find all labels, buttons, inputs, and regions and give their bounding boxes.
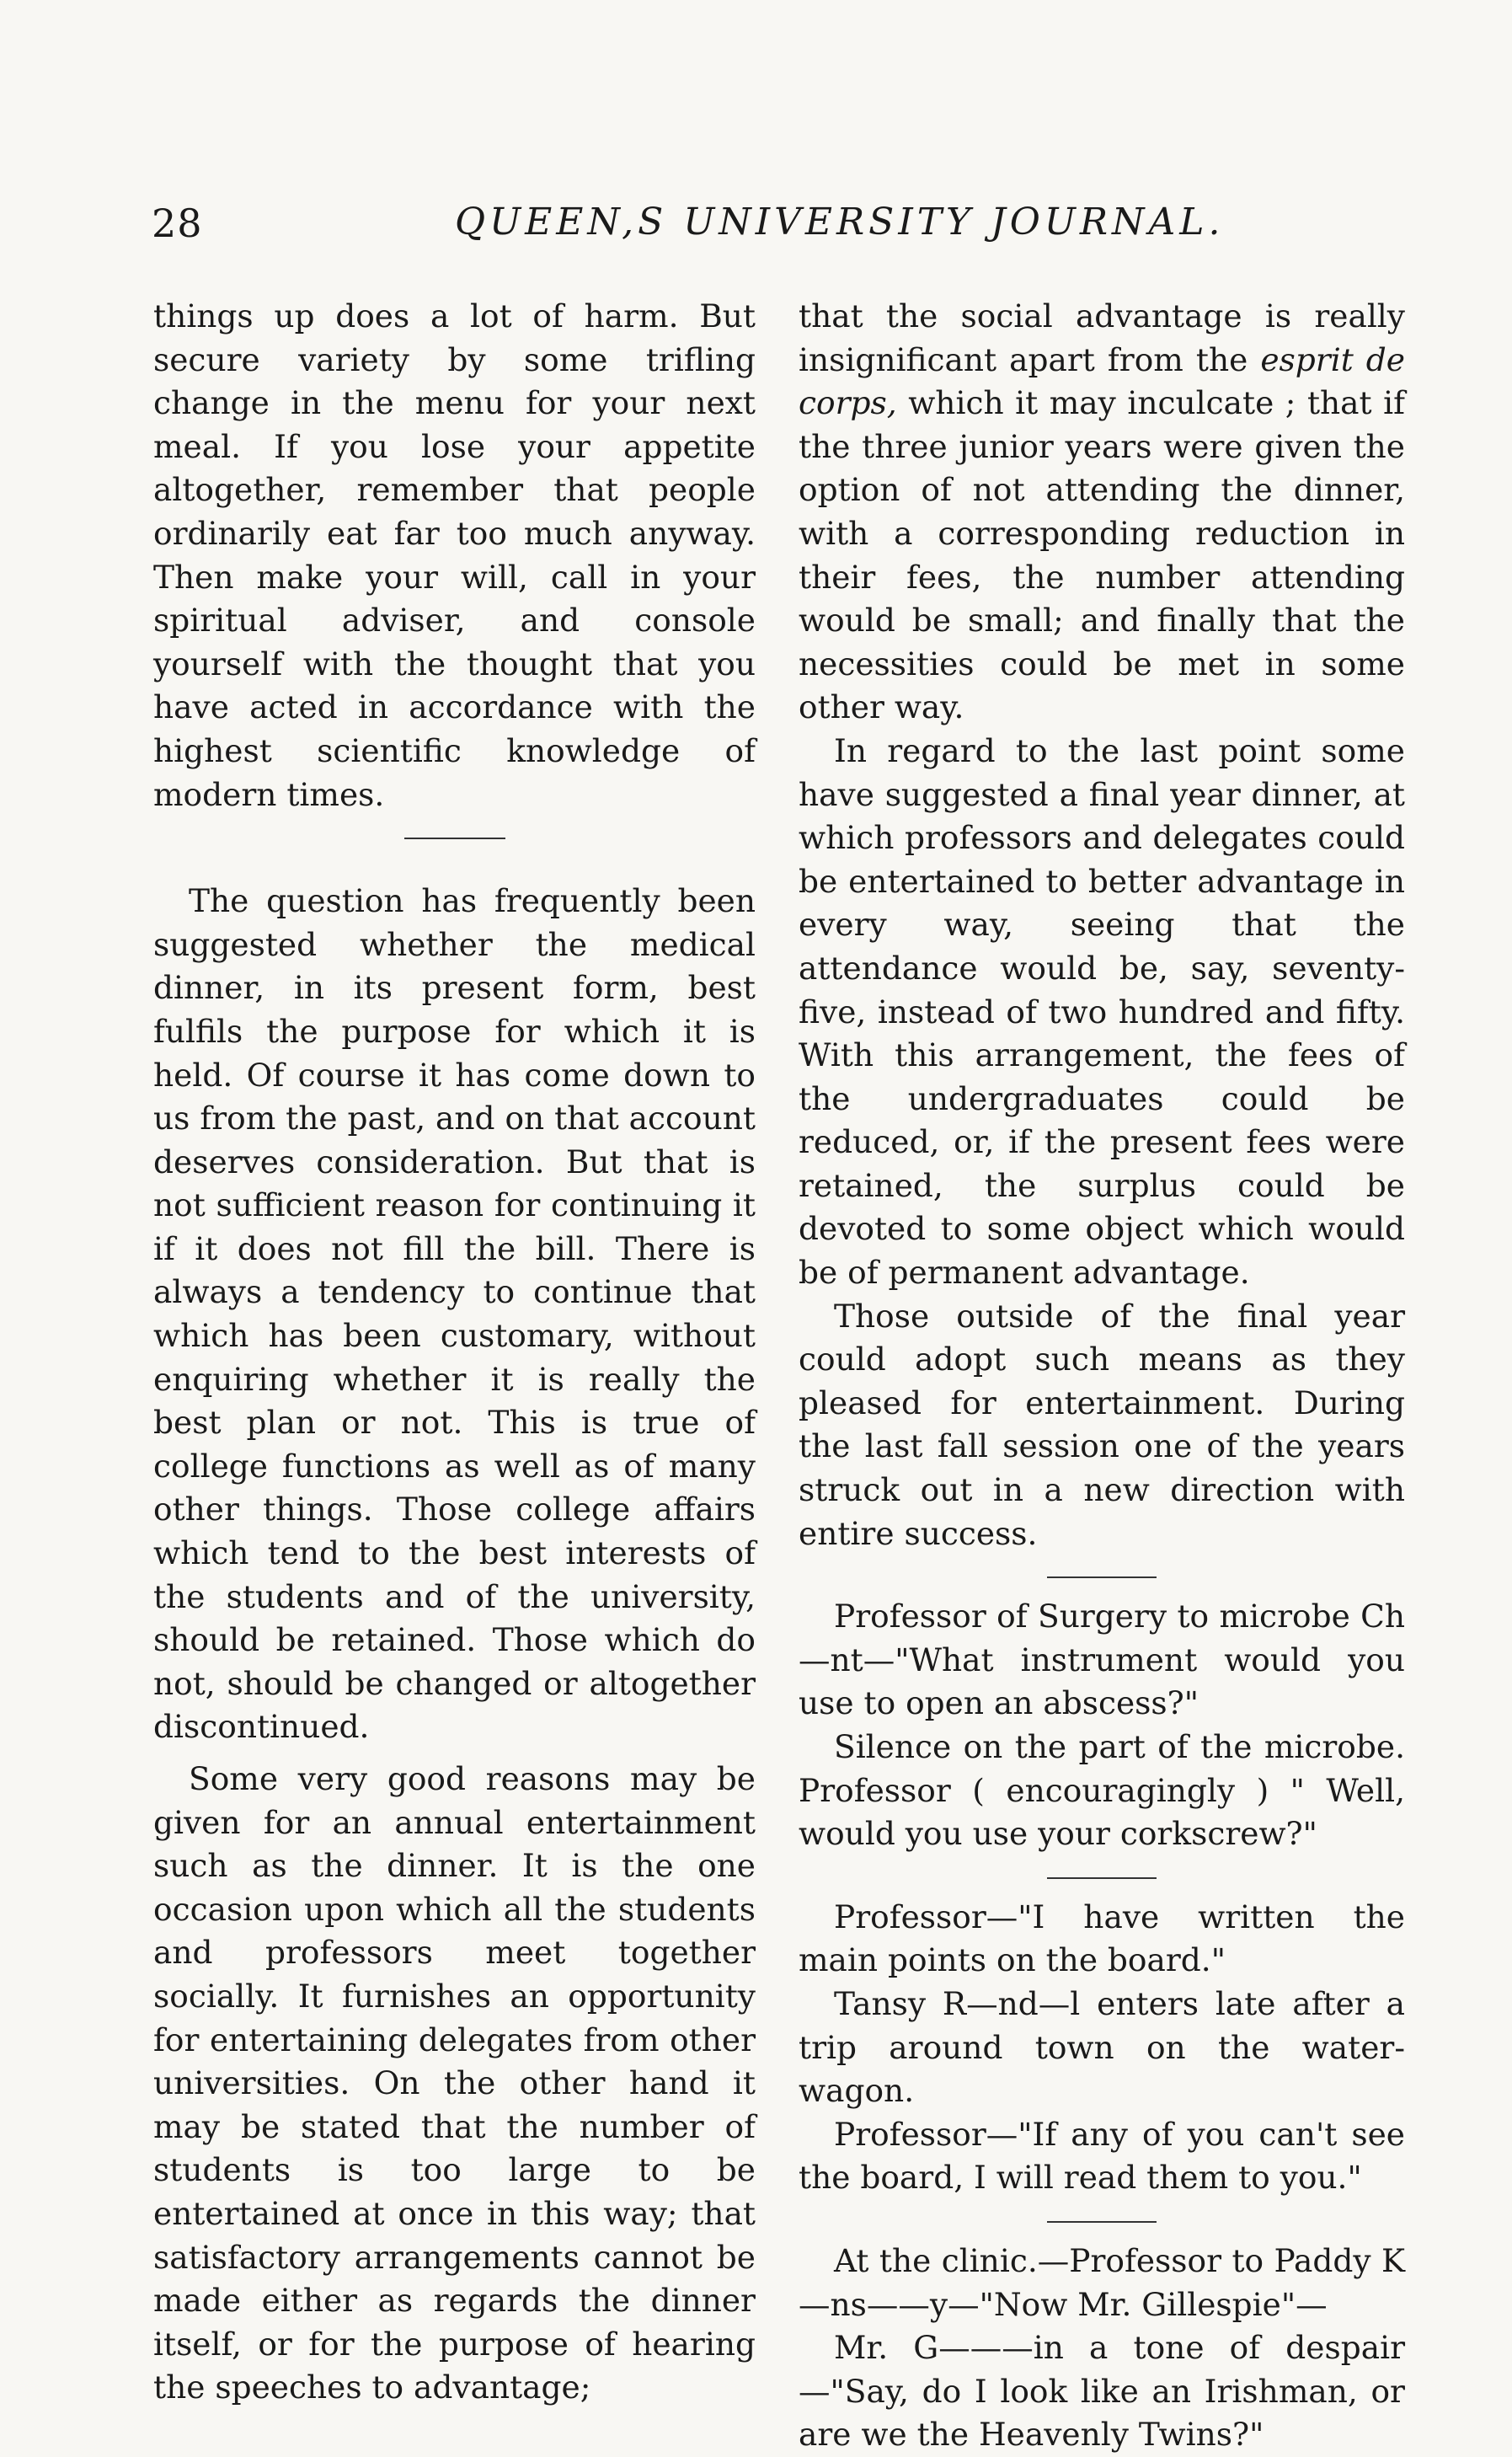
paragraph-left-3: Some very good reasons may be given for an annual entertainment such as the dinner. It is the one occasion upon which all the students and professors meet together socially. It furnishes an opportunity for entertaining delegates from other universities. On the other hand it may be stated that the number of students is too large to be entertained at once in this way; that satisfactory arrangements cannot be made either as regards the dinner itself, or for the purpose of hearing the speeches to advantage; <box>153 1760 756 2406</box>
italic-phrase: esprit de corps, <box>799 340 1405 422</box>
paragraph-right-1 <box>799 295 1405 730</box>
paragraph-left-2: The question has frequently been suggested whether the medical dinner, in its present form, best fulfils the purpose for which it is held. Of course it has come down to us from the past, and on that account deserves consideration. But that is not sufficient reason for continuing it if it does not fill the bill. There is always a tendency to continue that which has been customary, without enquiring whether it is really the best plan or not. This is true of college functions as well as of many other things. Those college affairs which tend to the best interests of the students and of the university, should be retained. Those which do not, should be changed or altogether discontinued. <box>153 882 756 1746</box>
section-divider <box>1047 2221 1157 2223</box>
anecdote-2: Silence on the part of the microbe. Professor ( encouragingly ) " Well, would you use your corkscrew?" <box>799 1728 1405 1853</box>
anecdote-4: Tansy R—nd—l enters late after a trip around town on the water-wagon. <box>799 1984 1405 2110</box>
journal-title: QUEEN,S UNIVERSITY JOURNAL. <box>455 201 1225 244</box>
paragraph-right-3: Those outside of the final year could adopt such means as they pleased for entertainment. During the last fall session one of the years struck out in a new direction with entire success. <box>799 1297 1405 1552</box>
anecdote-1: Professor of Surgery to microbe Ch—nt—"What instrument would you use to open an abscess?" <box>799 1598 1405 1722</box>
section-divider <box>404 838 505 839</box>
paragraph-left-1: things up does a lot of harm. But secure variety by some trifling change in the menu for your next meal. If you lose your appetite altogether, remember that people ordinarily eat far too much anyway. Then make your will, call in your spiritual adviser, and console yourself with the thought that you have acted in accordance with the highest scientific knowledge of modern times. <box>153 297 756 813</box>
page-number: 28 <box>152 201 203 246</box>
anecdote-3: Professor—"I have written the main points on the board." <box>799 1898 1405 1979</box>
anecdote-7: Mr. G———in a tone of despair—"Say, do I look like an Irishman, or are we the Heavenly Twins?" <box>799 2329 1405 2454</box>
paragraph-right-1-a: that the social advantage is really insignificant apart from the <box>799 297 1405 378</box>
section-divider <box>1047 1576 1157 1578</box>
section-divider <box>1047 1877 1157 1879</box>
anecdote-5: Professor—"If any of you can't see the board, I will read them to you." <box>799 2115 1405 2197</box>
anecdote-6: At the clinic.—Professor to Paddy K—ns——y—"Now Mr. Gillespie"— <box>799 2241 1405 2323</box>
left-column <box>153 295 756 2410</box>
paragraph-right-2: In regard to the last point some have suggested a final year dinner, at which professors and delegates could be entertained to better advantage in every way, seeing that the attendance would be, say, seventy-five, instead of two hundred and fifty. With this arrangement, the fees of the undergraduates could be reduced, or, if the present fees were retained, the surplus could be devoted to some object which would be of permanent advantage. <box>799 731 1405 1292</box>
page-header <box>152 201 1398 260</box>
right-column <box>799 295 1405 2457</box>
paragraph-right-1-b: which it may inculcate ; that if the three junior years were given the option of not attending the dinner, with a corresponding reduction in their fees, the number attending would be small; and finally that the necessities could be met in some other way. <box>799 384 1405 726</box>
